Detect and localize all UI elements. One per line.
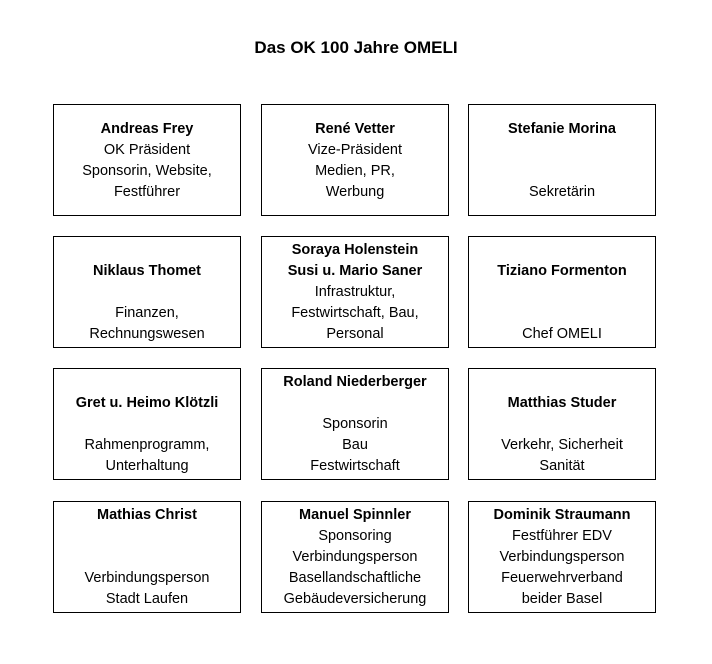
member-role-line: Verbindungsperson [499,549,625,565]
member-box [468,104,656,216]
member-role-line: Infrastruktur, [314,284,396,300]
member-role-line: Rechnungswesen [89,326,205,342]
member-name: Dominik Straumann [493,507,631,523]
member-role-line: Verbindungsperson [292,549,418,565]
member-role-line: Rahmenprogramm, [84,437,210,453]
member-role-line [54,414,240,435]
member-role-line: Sponsoring [318,528,392,544]
member-name: Matthias Studer [507,395,617,411]
member-role-line: OK Präsident [103,142,191,158]
member-role-line [469,161,655,182]
member-role-line: Chef OMELI [522,326,602,342]
member-role-line: Festführer EDV [512,528,612,544]
member-role-line: Sponsorin [322,416,388,432]
member-role-line [469,240,655,261]
member-role-line: Medien, PR, [315,163,395,179]
member-role-line: beider Basel [521,591,603,607]
member-role-line: Verkehr, Sicherheit [501,437,623,453]
member-box [261,104,449,216]
member-role-line: Werbung [325,184,385,200]
member-name: Susi u. Mario Saner [287,263,423,279]
member-name: Manuel Spinnler [299,507,411,523]
member-role-line [54,240,240,261]
member-role-line [469,303,655,324]
member-role-line [469,414,655,435]
member-role-line: Feuerwehrverband [501,570,623,586]
member-role-line [262,393,448,414]
member-role-line: Finanzen, [115,305,179,321]
member-box [261,368,449,480]
member-role-line: Sponsorin, Website, [82,163,212,179]
member-role-line [469,282,655,303]
member-role-line: Sekretärin [528,184,596,200]
member-box [53,104,241,216]
member-role-line: Personal [326,326,384,342]
member-box [53,368,241,480]
member-role-line [469,140,655,161]
member-name: Roland Niederberger [283,374,427,390]
member-role-line [54,372,240,393]
member-role-line [54,282,240,303]
member-role-line [469,372,655,393]
member-role-line: Sanität [539,458,585,474]
member-role-line: Bau [342,437,368,453]
member-box [261,501,449,613]
member-box [468,368,656,480]
member-role-line: Festwirtschaft [310,458,400,474]
member-name: Tiziano Formenton [497,263,627,279]
member-role-line: Unterhaltung [105,458,189,474]
member-box [261,236,449,348]
member-name: Mathias Christ [97,507,197,523]
page-title: Das OK 100 Jahre OMELI [254,38,458,57]
member-role-line: Festwirtschaft, Bau, [291,305,419,321]
member-box [468,501,656,613]
member-role-line: Basellandschaftliche [288,570,422,586]
member-role-line: Festführer [113,184,181,200]
member-name: Stefanie Morina [508,121,616,137]
member-name: René Vetter [315,121,395,137]
member-role-line: Stadt Laufen [105,591,189,607]
member-name: Andreas Frey [100,121,194,137]
member-box [468,236,656,348]
member-role-line: Verbindungsperson [84,570,210,586]
member-name: Soraya Holenstein [291,242,419,258]
member-name: Niklaus Thomet [93,263,201,279]
member-role-line [54,526,240,547]
member-role-line [54,547,240,568]
member-role-line: Gebäudeversicherung [283,591,427,607]
member-box [53,236,241,348]
member-box [53,501,241,613]
member-role-line: Vize-Präsident [307,142,403,158]
member-name: Gret u. Heimo Klötzli [75,395,219,411]
